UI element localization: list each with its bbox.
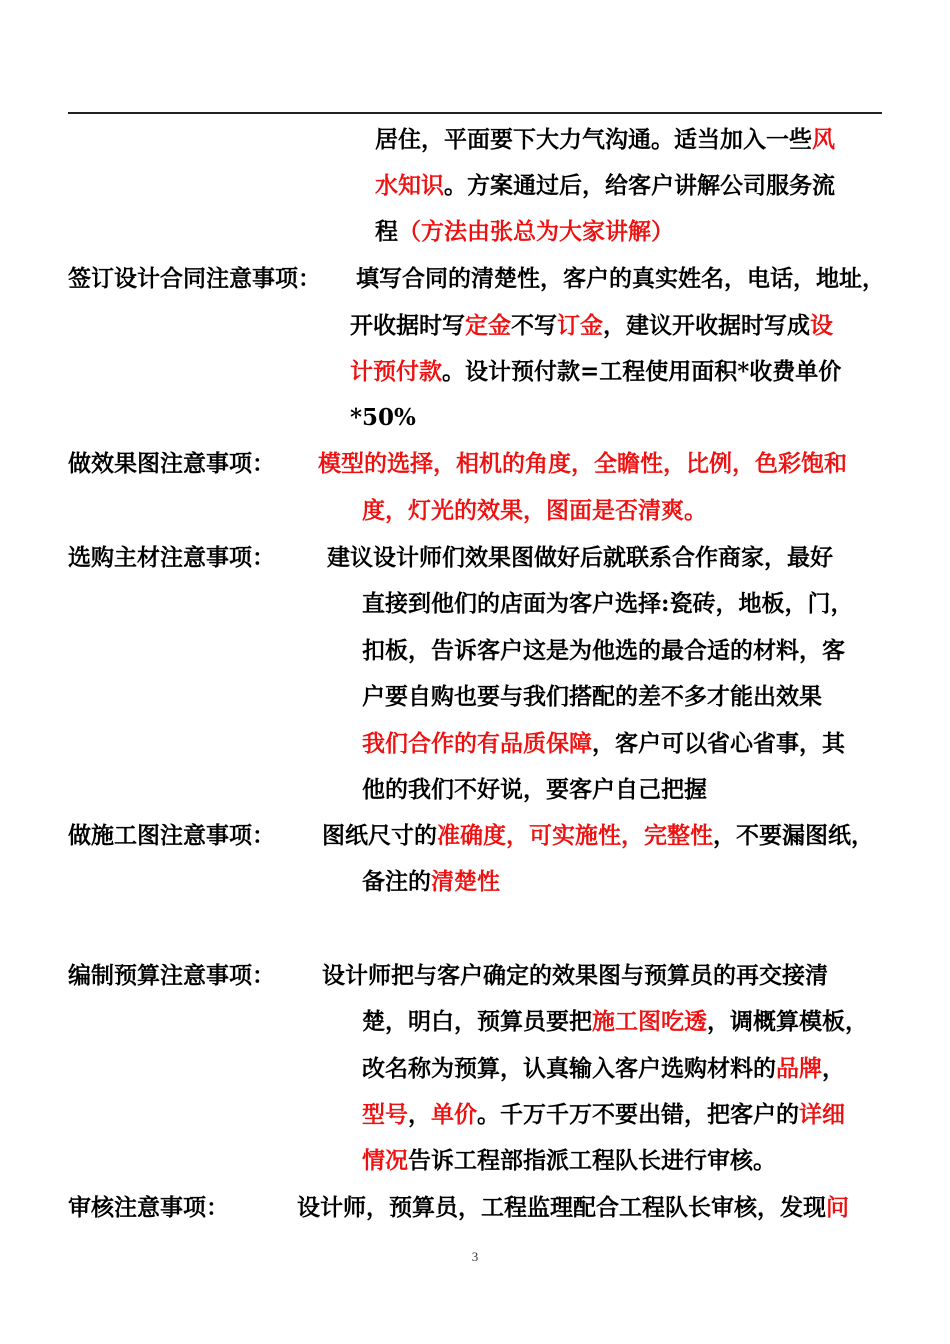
body-text: 楚，明白，预算员要把 [362, 1008, 592, 1035]
text-line [362, 1100, 845, 1130]
text-line [356, 264, 885, 294]
body-text: ， [822, 1055, 845, 1082]
text-line [322, 961, 828, 991]
page-number: 3 [471, 1249, 479, 1264]
body-text: 设计师把与客户确定的效果图与预算员的再交接清 [322, 962, 828, 989]
body-text: *50% [350, 404, 416, 431]
emphasis-text: 型号 [362, 1101, 408, 1128]
text-line [297, 1193, 849, 1223]
body-text: 建议设计师们效果图做好后就联系合作商家，最好 [327, 544, 833, 571]
text-line [362, 682, 822, 712]
emphasis-text: 定金 [465, 312, 511, 339]
emphasis-text: 清楚性 [431, 868, 500, 895]
emphasis-text: 准确度，可实施性，完整性 [437, 822, 713, 849]
body-text: 改名称为预算，认真输入客户选购材料的 [362, 1055, 776, 1082]
section-label: 审核注意事项： [68, 1194, 229, 1221]
emphasis-text: 风 [812, 126, 835, 153]
body-text: ，调概算模板， [707, 1008, 868, 1035]
body-text: 。千万千万不要出错，把客户的 [477, 1101, 799, 1128]
text-line [362, 1007, 868, 1037]
emphasis-text: 模型的选择，相机的角度，全瞻性，比例，色彩饱和 [318, 450, 847, 477]
text-line [318, 449, 847, 479]
body-text: ， [408, 1101, 431, 1128]
body-text: 居住，平面要下大力气沟通。适当加入一些 [375, 126, 812, 153]
body-text: 程 [375, 218, 398, 245]
emphasis-text: 计预付款 [350, 358, 442, 385]
emphasis-text: 度，灯光的效果，图面是否清爽。 [362, 497, 707, 524]
body-text: 直接到他们的店面为客户选择:瓷砖，地板，门， [362, 590, 854, 617]
text-line [375, 125, 835, 155]
section-label: 选购主材注意事项： [68, 544, 275, 571]
emphasis-text: 我们合作的有品质保障 [362, 730, 592, 757]
emphasis-text: 施工图吃透 [592, 1008, 707, 1035]
text-line [362, 1054, 845, 1084]
emphasis-text: （方法由张总为大家讲解） [398, 218, 674, 245]
body-text: 不写 [511, 312, 557, 339]
text-line [322, 821, 874, 851]
header-rule [68, 112, 882, 114]
body-text: ，不要漏图纸， [713, 822, 874, 849]
body-text: 填写合同的清楚性，客户的真实姓名，电话，地址， [356, 265, 885, 292]
body-text: 扣板，告诉客户这是为他选的最合适的材料，客 [362, 637, 845, 664]
text-line [327, 543, 833, 573]
section-label: 签订设计合同注意事项： [68, 265, 321, 292]
body-text: ，客户可以省心省事，其 [592, 730, 845, 757]
text-line [350, 403, 416, 433]
text-line [362, 775, 707, 805]
body-text: 告诉工程部指派工程队长进行审核。 [408, 1147, 776, 1174]
emphasis-text: 品牌 [776, 1055, 822, 1082]
body-text: 。设计预付款=工程使用面积*收费单价 [442, 358, 842, 385]
text-line [375, 217, 674, 247]
emphasis-text: 情况 [362, 1147, 408, 1174]
text-line [362, 729, 845, 759]
body-text: ，建议开收据时写成 [603, 312, 810, 339]
emphasis-text: 详细 [799, 1101, 845, 1128]
body-text: 开收据时写 [350, 312, 465, 339]
body-text: 。方案通过后，给客户讲解公司服务流 [444, 172, 835, 199]
text-line [350, 311, 833, 341]
body-text: 他的我们不好说，要客户自己把握 [362, 776, 707, 803]
emphasis-text: 订金 [557, 312, 603, 339]
emphasis-text: 水知识 [375, 172, 444, 199]
emphasis-text: 单价 [431, 1101, 477, 1128]
emphasis-text: 设 [810, 312, 833, 339]
text-line [362, 496, 707, 526]
section-label: 做效果图注意事项： [68, 450, 275, 477]
text-line [362, 589, 854, 619]
text-line [362, 1146, 776, 1176]
text-line [362, 867, 500, 897]
text-line [350, 357, 841, 387]
text-line [362, 636, 845, 666]
section-label: 编制预算注意事项： [68, 962, 275, 989]
emphasis-text: 问 [826, 1194, 849, 1221]
section-label: 做施工图注意事项： [68, 822, 275, 849]
body-text: 户要自购也要与我们搭配的差不多才能出效果 [362, 683, 822, 710]
text-line [375, 171, 835, 201]
body-text: 备注的 [362, 868, 431, 895]
body-text: 设计师，预算员，工程监理配合工程队长审核，发现 [297, 1194, 826, 1221]
body-text: 图纸尺寸的 [322, 822, 437, 849]
